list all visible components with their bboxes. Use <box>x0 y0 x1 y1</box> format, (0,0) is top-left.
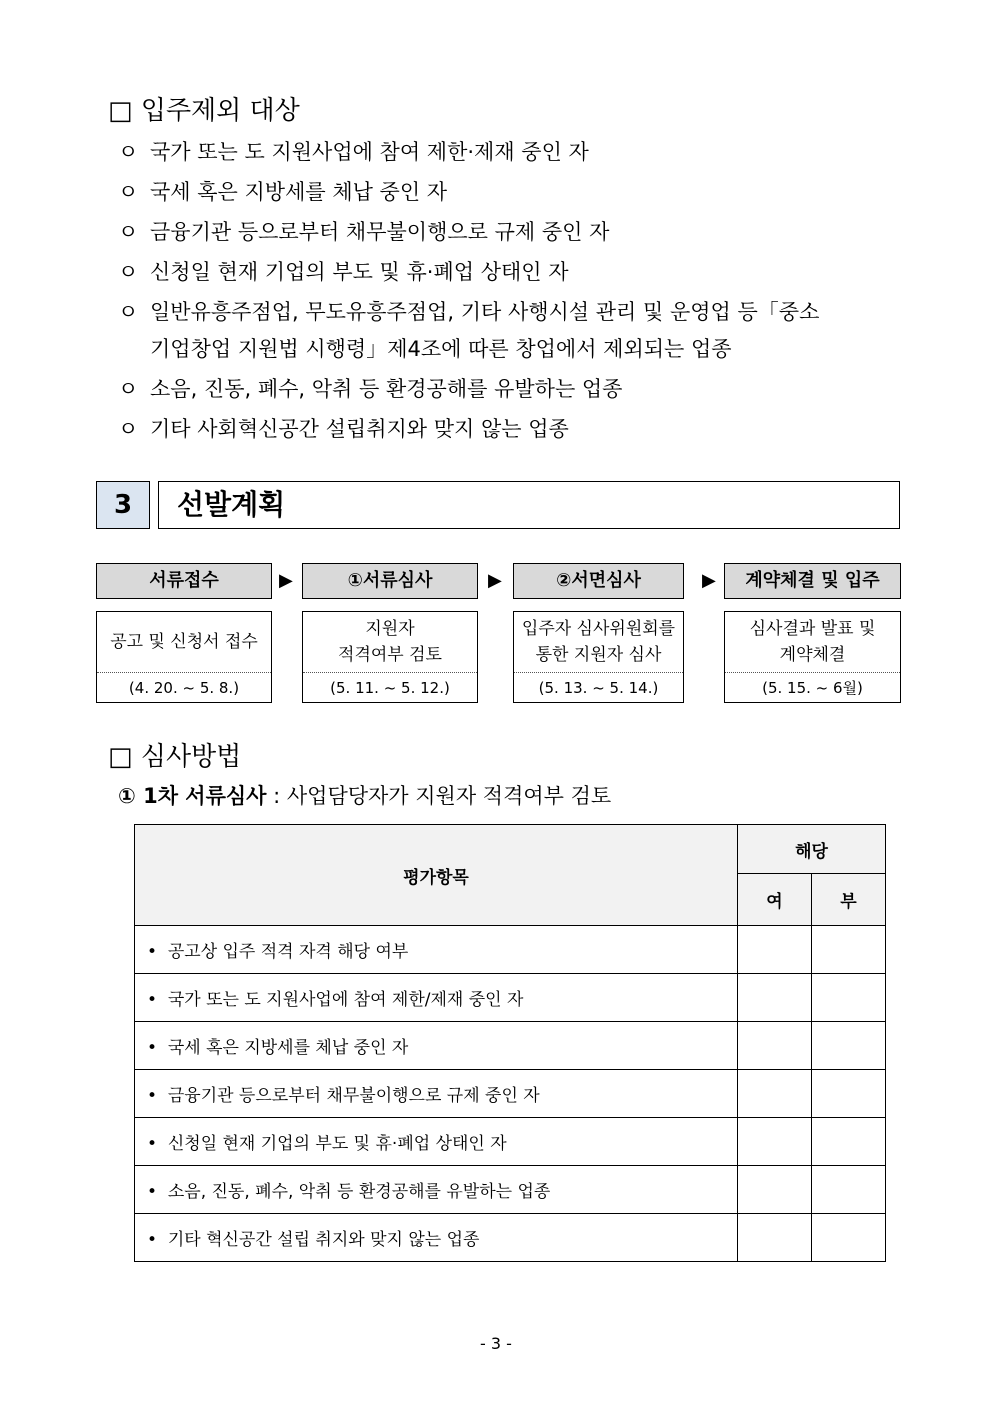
table-row: • 금융기관 등으로부터 채무불이행으로 규제 중인 자 <box>135 1070 886 1118</box>
check-cell-no[interactable] <box>812 1022 886 1070</box>
step-date: (4. 20. ~ 5. 8.) <box>128 679 240 697</box>
check-cell-yes[interactable] <box>738 926 812 974</box>
col-header-no: 부 <box>812 874 886 926</box>
circle-bullet-icon: ㅇ <box>118 377 139 401</box>
bullet-icon: • <box>147 1134 158 1154</box>
page-number: - 3 - <box>480 1334 512 1353</box>
step-date: (5. 11. ~ 5. 12.) <box>330 679 450 697</box>
list-item-continuation: 기업창업 지원법 시행령」제4조에 따른 창업에서 제외되는 업종 <box>150 337 732 361</box>
step-description: 심사결과 발표 및 계약체결 <box>725 612 900 673</box>
list-item: ㅇ 신청일 현재 기업의 부도 및 휴·폐업 상태인 자 <box>118 256 569 286</box>
step-box <box>302 611 478 703</box>
check-cell-no[interactable] <box>812 974 886 1022</box>
section-number: 3 <box>96 481 150 529</box>
bullet-icon: • <box>147 1086 158 1106</box>
col-header-applicable: 해당 <box>738 825 886 874</box>
step-box <box>724 611 901 703</box>
step-head: 서류접수 <box>96 563 272 599</box>
step-date: (5. 15. ~ 6월) <box>762 679 863 697</box>
check-cell-yes[interactable] <box>738 1022 812 1070</box>
bullet-icon: • <box>147 990 158 1010</box>
table-row: • 신청일 현재 기업의 부도 및 휴·폐업 상태인 자 <box>135 1118 886 1166</box>
bullet-icon: • <box>147 942 158 962</box>
step-box <box>513 611 684 703</box>
bullet-icon: • <box>147 1038 158 1058</box>
check-cell-no[interactable] <box>812 926 886 974</box>
check-cell-no[interactable] <box>812 1214 886 1262</box>
step-description: 공고 및 신청서 접수 <box>97 612 271 673</box>
table-row: • 국가 또는 도 지원사업에 참여 제한/제재 중인 자 <box>135 974 886 1022</box>
step-description: 지원자 적격여부 검토 <box>303 612 477 673</box>
check-cell-yes[interactable] <box>738 974 812 1022</box>
circle-bullet-icon: ㅇ <box>118 140 139 164</box>
step-description: 입주자 심사위원회를 통한 지원자 심사 <box>514 612 683 673</box>
list-item: ㅇ 기타 사회혁신공간 설립취지와 맞지 않는 업종 <box>118 413 569 443</box>
circle-bullet-icon: ㅇ <box>118 300 139 324</box>
circle-bullet-icon: ㅇ <box>118 260 139 284</box>
step-head: ①서류심사 <box>302 563 478 599</box>
bullet-icon: • <box>147 1182 158 1202</box>
step-date: (5. 13. ~ 5. 14.) <box>538 679 659 697</box>
method-subheading: ① 1차 서류심사 : 사업담당자가 지원자 적격여부 검토 <box>118 784 612 808</box>
evaluation-table <box>134 824 886 1262</box>
exclusion-heading: □ 입주제외 대상 <box>108 96 300 126</box>
table-row: • 공고상 입주 적격 자격 해당 여부 <box>135 926 886 974</box>
table-row: • 소음, 진동, 폐수, 악취 등 환경공해를 유발하는 업종 <box>135 1166 886 1214</box>
list-item: ㅇ 국세 혹은 지방세를 체납 중인 자 <box>118 176 447 206</box>
circle-bullet-icon: ㅇ <box>118 180 139 204</box>
check-cell-yes[interactable] <box>738 1070 812 1118</box>
arrow-right-icon: ▶ <box>702 570 716 591</box>
col-header-item: 평가항목 <box>135 825 738 926</box>
arrow-right-icon: ▶ <box>279 570 293 591</box>
table-row: • 국세 혹은 지방세를 체납 중인 자 <box>135 1022 886 1070</box>
table-row: • 기타 혁신공간 설립 취지와 맞지 않는 업종 <box>135 1214 886 1262</box>
check-cell-yes[interactable] <box>738 1214 812 1262</box>
step-head: 계약체결 및 입주 <box>724 563 901 599</box>
check-cell-no[interactable] <box>812 1118 886 1166</box>
step-head: ②서면심사 <box>513 563 684 599</box>
check-cell-no[interactable] <box>812 1070 886 1118</box>
col-header-yes: 여 <box>738 874 812 926</box>
list-item: ㅇ 금융기관 등으로부터 채무불이행으로 규제 중인 자 <box>118 216 609 246</box>
step-box <box>96 611 272 703</box>
check-cell-no[interactable] <box>812 1166 886 1214</box>
list-item: ㅇ 소음, 진동, 폐수, 악취 등 환경공해를 유발하는 업종 <box>118 373 622 403</box>
bullet-icon: • <box>147 1230 158 1250</box>
circle-bullet-icon: ㅇ <box>118 417 139 441</box>
circle-bullet-icon: ㅇ <box>118 220 139 244</box>
check-cell-yes[interactable] <box>738 1166 812 1214</box>
method-heading: □ 심사방법 <box>108 742 242 772</box>
check-cell-yes[interactable] <box>738 1118 812 1166</box>
section-title: 선발계획 <box>158 481 900 529</box>
arrow-right-icon: ▶ <box>488 570 502 591</box>
list-item: ㅇ 일반유흥주점업, 무도유흥주점업, 기타 사행시설 관리 및 운영업 등「중소 <box>118 296 819 326</box>
list-item: ㅇ 국가 또는 도 지원사업에 참여 제한·제재 중인 자 <box>118 136 589 166</box>
